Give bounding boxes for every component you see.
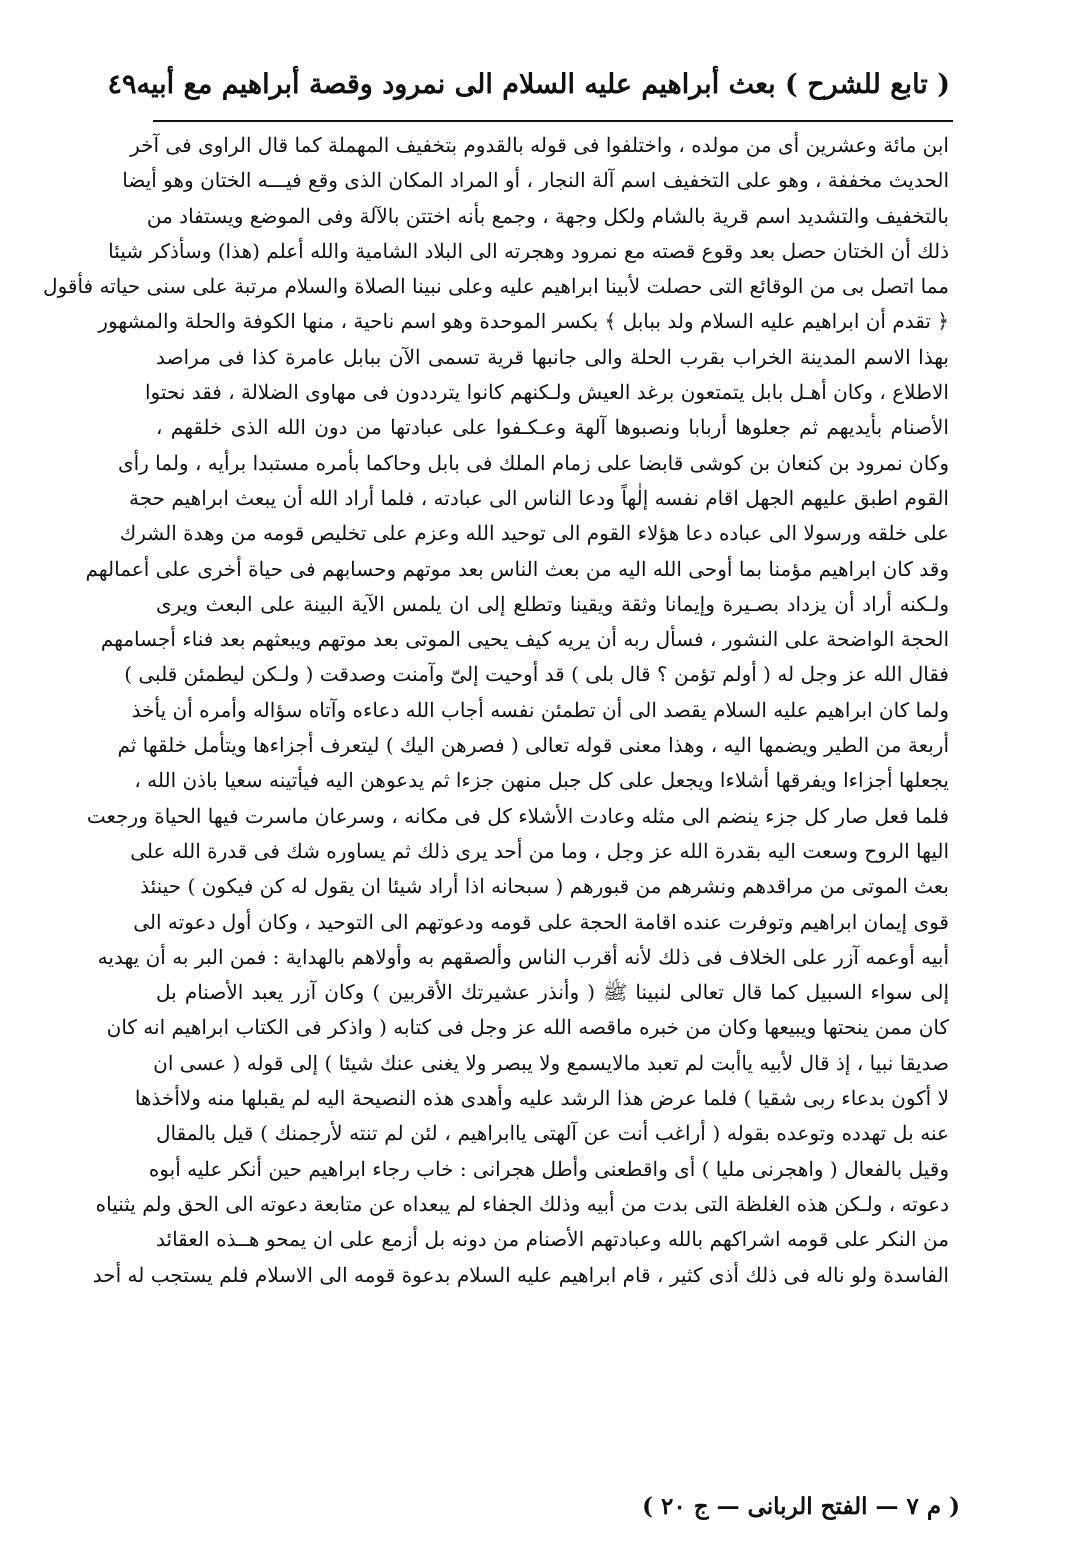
text-line: أربعة من الطير ويضمها اليه ، وهذا معنى قوله تعالى ( فصرهن اليك ) ليتعرف أجزاءها ويتأمل خلقها ثم [117,733,949,758]
text-line: أبيه أوعمه آزر على الخلاف فى ذلك لأنه أقرب الناس وألصقهم به وأولاهم بالهداية : فمن البر به أن يهديه [97,944,949,969]
text-line: يجعلها أجزاءا ويفرقها أشلاءا ويجعل على كل جبل منهن جزءا ثم يدعوهن اليه فيأتينه سعيا باذن الله ، [134,768,949,793]
text-line: دعوته ، ولـكن هذه الغلظة التى بدت من أبيه وذلك الجفاء لم يبعداه عن متابعة دعوته الى الحق ولم يثنياه [95,1191,949,1216]
text-line: الحجة الواضحة على النشور ، فسأل ربه أن يريه كيف يحيى الموتى بعد موتهم ويبعثهم بعد فناء أجسامهم [100,627,949,652]
text-line: وقد كان ابراهيم مؤمنا بما أوحى الله اليه من بعث الناس بعد موتهم وحسابهم فى حياة أخرى على أعمالهم [85,556,949,581]
text-line: اليها الروح وسعت اليه بقدرة الله عز وجل ، وما من أحد يرى ذلك ثم يساوره شك فى قدرة الله على [130,838,949,863]
text-line: الحديث مخففة ، وهو على التخفيف اسم آلة النجار ، أو المراد المكان الذى وقع فيـــه الختان وهو أيضا [122,168,949,193]
text-line: فلما فعل صار كل جزء ينضم الى مثله وعادت الأشلاء كل فى مكانه ، وسرعان ماسرت فيها الحياة ورجعت [86,803,949,828]
text-line: بعث الموتى من مراقدهم ونشرهم من قبورهم ( سبحانه اذا أراد شيئا ان يقول له كن فيكون ) حينئذ [140,874,949,899]
text-line: عنه بل تهدده وتوعده بقوله ( أراغب أنت عن آلهتى ياابراهيم ، لئن لم تنته لأرجمنك ) قيل بالمقال [156,1121,949,1146]
text-line: ابن مائة وعشرين أى من مولده ، واختلفوا فى قوله بالقدوم بتخفيف المهملة كما قال الراوى فى آخر [130,133,949,157]
text-line: بالتخفيف والتشديد اسم قرية بالشام ولكل وجهة ، وجمع بأنه اختتن بالآلة وفى الموضع ويستفاد من [146,203,949,228]
text-line: ذلك أن الختان حصل بعد وقوع قصته مع نمرود وهجرته الى البلاد الشامية والله أعلم (هذا) وسأذكر شيئا [108,238,949,263]
text-line: صديقا نبيا ، إذ قال لأبيه ياأبت لم تعبد مالايسمع ولا يبصر ولا يغنى عنك شيئا ) إلى قوله ( عسى ان [153,1050,949,1075]
text-line: على خلقه ورسولا الى عباده دعا هؤلاء القوم الى توحيد الله وعزم على تخليص قومه من وهدة الشرك [119,521,949,546]
text-line: بهذا الاسم المدينة الخراب بقرب الحلة والى جانبها قرية تسمى الآن ببابل عامرة كذا فى مراصد [156,344,949,369]
text-line: لا أكون بدعاء ربى شقيا ) فلما عرض هذا الرشد عليه وأهدى هذه النصيحة اليه لم يقبلها منه ولاأخذها [134,1086,949,1111]
text-line [156,1399,949,1434]
text-line: ولـكنه أراد أن يزداد بصـيرة وإيمانا وثقة ويقينا وتطلع إلى ان يلمس الآية البينة على البعث ويرى [156,591,949,616]
text-line [156,1363,949,1398]
text-line: فقال الله عز وجل له ( أولم تؤمن ؟ قال بلى ) قد أوحيت إلىّ وآمنت وصدقت ( ولـكن ليطمئن قلبى ) [124,662,949,687]
text-line: كان ممن ينحتها ويبيعها وكان من خبره ماقصه الله عز وجل فى كتابه ( واذكر فى الكتاب ابراهيم انه كان [106,1015,949,1040]
text-line: مما اتصل بى من الوقائع التى حصلت لأبينا ابراهيم عليه وعلى نبينا الصلاة والسلام مرتبة على سنى حياته فأقول [43,274,949,299]
text-line: ولما كان ابراهيم عليه السلام يقصد الى أن تطمئن نفسه أجاب الله دعاءه وآتاه سؤاله وأمره أن يأخذ [131,697,949,722]
text-line: ﴿ تقدم أن ابراهيم عليه السلام ولد ببابل ﴾ بكسر الموحدة وهو اسم ناحية ، منها الكوفة والحلة والمشهور [98,309,949,334]
text-line [156,1293,949,1328]
text-line: إلى سواء السبيل كما قال تعالى لنبينا ﷺ ( وأنذر عشيرتك الأقربين ) وكان آزر يعبد الأصنام بل [156,980,949,1005]
text-line: القوم اطبق عليهم الجهل اقام نفسه إلٰهاً ودعا الناس الى عبادته ، فلما أراد الله أن يبعث ابراهيم حجة [128,485,949,510]
running-title: ( تابع للشرح ) بعث أبراهيم عليه السلام الى نمرود وقصة أبراهيم مع أبيه [136,68,950,100]
text-line: قوى إيمان ابراهيم وتوفرت عنده اقامة الحجة على قومه ودعوتهم الى التوحيد ، وكان أول دعوته الى [133,909,949,934]
text-line: الاطلاع ، وكان أهـل بابل يتمتعون برغد العيش ولـكنهم كانوا يترددون فى مهاوى الضلالة ، فقد نحتوا [144,380,949,405]
text-line: من النكر على قومه اشراكهم بالله وعبادتهم الأصنام من دونه بل أزمع على ان يمحو هــذه العقائد [156,1227,949,1252]
page-signature: ( م ٧ — الفتح الربانى — ج ٢٠ ) [642,1493,960,1520]
text-line [156,1328,949,1363]
text-line: وقيل بالفعال ( واهجرنى مليا ) أى واقطعنى وأطل هجرانى : خاب رجاء ابراهيم حين أنكر عليه أبوه [148,1156,949,1181]
text-line: الأصنام بأيديهم ثم جعلوها أربابا ونصبوها آلهة وعـكـفوا على عبادتها من دون الله الذى خلقهم ، [156,415,949,440]
page-header [107,62,950,106]
body-text [43,128,949,1434]
page-number: ٤٩ [107,68,137,100]
text-line: وكان نمرود بن كنعان بن كوشى قابضا على زمام الملك فى بابل وحاكما بأمره مستبدا برأيه ، ولما رأى [117,450,949,475]
text-line: الفاسدة ولو ناله فى ذلك أذى كثير ، قام ابراهيم عليه السلام بدعوة قومه الى الاسلام فلم يستجب له أحد [92,1262,949,1287]
header-rule [153,120,953,122]
